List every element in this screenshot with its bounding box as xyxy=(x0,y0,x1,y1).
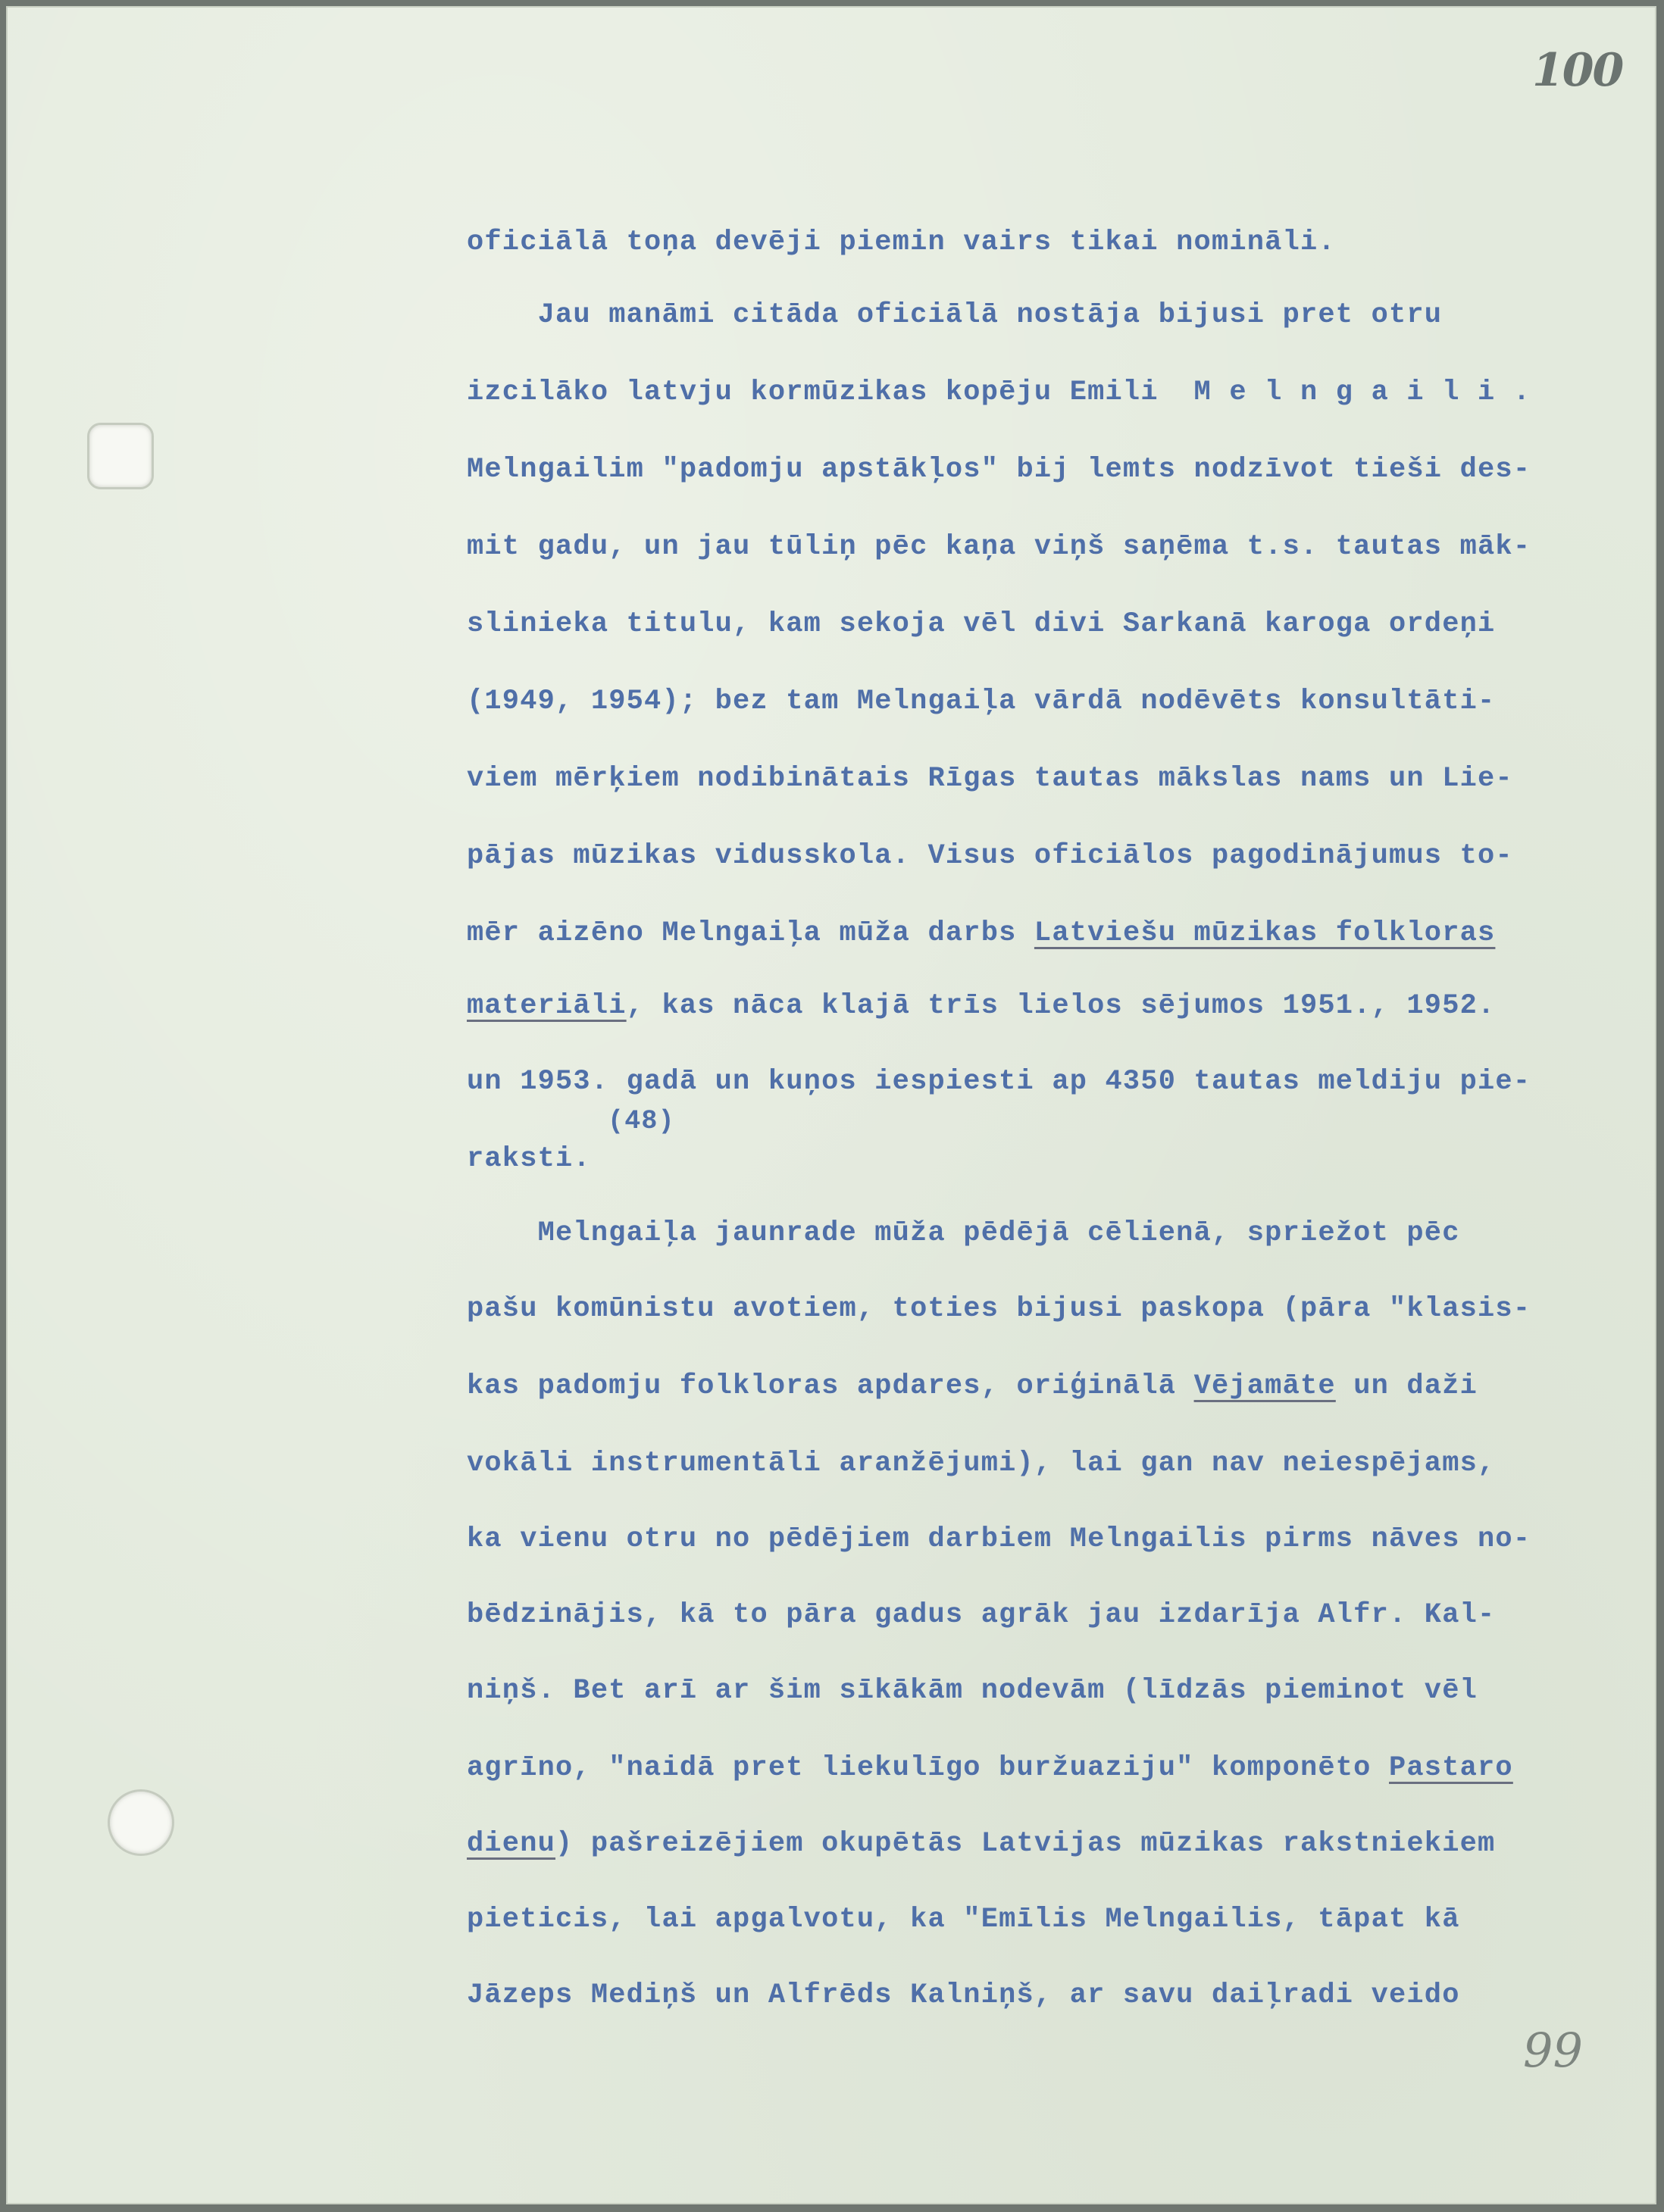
text-line: un 1953. gadā un kuņos iespiesti ap 4350 tautas meldiju pie- xyxy=(467,1066,1531,1098)
text-line: agrīno, "naidā pret liekulīgo buržuaziju" komponēto Pastaro xyxy=(467,1752,1513,1784)
text-line: ka vienu otru no pēdējiem darbiem Melngailis pirms nāves no- xyxy=(467,1523,1531,1555)
typed-text-body xyxy=(467,8,1531,2011)
handwritten-page-number-top: 100 xyxy=(1532,44,1623,97)
punch-hole-top xyxy=(87,423,154,489)
text-line: mit gadu, un jau tūliņ pēc kaņa viņš saņēma t.s. tautas māk- xyxy=(467,531,1531,563)
text-line: Jau manāmi citāda oficiālā nostāja bijusi pret otru xyxy=(467,299,1443,331)
text-line: vokāli instrumentāli aranžējumi), lai gan nav neiespējams, xyxy=(467,1448,1496,1479)
text-line: dienu) pašreizējiem okupētās Latvijas mūzikas rakstniekiem xyxy=(467,1828,1496,1860)
text-line: Melngailim "padomju apstākļos" bij lemts nodzīvot tieši des- xyxy=(467,454,1531,486)
underlined-title: Vējamāte xyxy=(1193,1370,1336,1402)
text-line: materiāli, kas nāca klajā trīs lielos sējumos 1951., 1952. xyxy=(467,990,1496,1022)
underlined-title: Latviešu mūzikas folkloras xyxy=(1034,917,1496,949)
text-line: bēdzinājis, kā to pāra gadus agrāk jau izdarīja Alfr. Kal- xyxy=(467,1599,1496,1631)
text-line: slinieka titulu, kam sekoja vēl divi Sarkanā karoga ordeņi xyxy=(467,608,1496,640)
text-line: oficiālā toņa devēji piemin vairs tikai nomināli. xyxy=(467,227,1336,258)
footnote-reference: (48) xyxy=(608,1106,675,1136)
underlined-title: Pastaro xyxy=(1389,1752,1513,1784)
text-line: viem mērķiem nodibinātais Rīgas tautas mākslas nams un Lie- xyxy=(467,763,1513,795)
punch-hole-bottom xyxy=(108,1789,174,1856)
underlined-title: dienu xyxy=(467,1828,556,1860)
text-line: Jāzeps Mediņš un Alfrēds Kalniņš, ar savu daiļradi veido xyxy=(467,1979,1460,2011)
text-line: pājas mūzikas vidusskola. Visus oficiālos pagodinājumus to- xyxy=(467,840,1513,872)
text-line: niņš. Bet arī ar šim sīkākām nodevām (līdzās pieminot vēl xyxy=(467,1675,1478,1707)
text-line: izcilāko latvju kormūzikas kopēju Emili M e l n g a i l i . xyxy=(467,376,1531,408)
text-line: raksti. xyxy=(467,1143,591,1175)
underlined-title: materiāli xyxy=(467,990,627,1022)
text-line: pieticis, lai apgalvotu, ka "Emīlis Melngailis, tāpat kā xyxy=(467,1904,1460,1936)
text-line: kas padomju folkloras apdares, oriģinālā Vējamāte un daži xyxy=(467,1370,1478,1402)
text-line: (1949, 1954); bez tam Melngaiļa vārdā nodēvēts konsultāti- xyxy=(467,686,1496,717)
text-line: pašu komūnistu avotiem, toties bijusi paskopa (pāra "klasis- xyxy=(467,1293,1531,1325)
text-line: mēr aizēno Melngaiļa mūža darbs Latviešu mūzikas folkloras xyxy=(467,917,1496,949)
handwritten-page-number-bottom: 99 xyxy=(1523,2023,1583,2078)
document-page xyxy=(6,6,1656,2204)
text-line: Melngaiļa jaunrade mūža pēdējā cēlienā, spriežot pēc xyxy=(467,1217,1460,1249)
